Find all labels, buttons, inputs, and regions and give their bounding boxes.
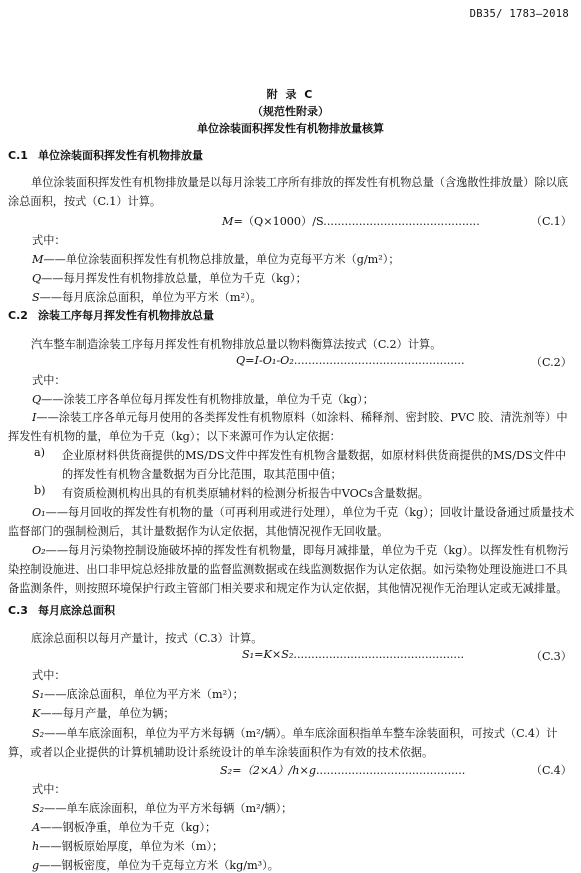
normative-label: （规范性附录） bbox=[252, 105, 329, 118]
list-item-b-marker: b) bbox=[34, 484, 46, 497]
definition-o2: O₂——每月污染物控制设施破坏掉的挥发性有机物量，即每月减排量，单位为千克（kg）。以挥发性有机物污染控制设施进、出口非甲烷总烃排放量的监督监测数据或在线监测数据作为认定依据。如污染物处理设施进口不具备监测条件，则按照环境保护行政主管部门相关要求和规定作为认定依据，其他情况视作无治理认定或无减排量。 bbox=[8, 544, 569, 595]
where-label: 式中： bbox=[32, 374, 66, 387]
list-item-a: 企业原材料供货商提供的MS/DS文件中挥发性有机物含量数据，如原材料供货商提供的MS/DS文件中的挥发性有机物含量数据为百分比范围，取其范围中值； bbox=[62, 449, 567, 481]
equation-c2: Q=I-O₁-O₂................................................ （C.2） bbox=[236, 354, 572, 369]
definition-i: I——涂装工序各单元每月使用的各类挥发性有机物原料（如涂料、稀释剂、密封胶、PVC 胶、清洗剂等）中挥发性有机物的量，单位为千克（kg）；以下来源可作为认定依据： bbox=[8, 411, 568, 443]
section-c3-heading bbox=[8, 602, 115, 618]
equation-number: （C.2） bbox=[530, 356, 572, 369]
where-label: 式中： bbox=[32, 669, 66, 682]
equation-c4: S₂=（2×A）/h×g.......................................... （C.4） bbox=[220, 764, 572, 777]
definition-a: A——钢板净重，单位为千克（kg）； bbox=[32, 821, 217, 834]
definition-s: S——每月底涂总面积，单位为平方米（m²）。 bbox=[32, 291, 262, 304]
definition-k: K——每月产量，单位为辆； bbox=[32, 707, 175, 720]
equation-number: （C.1） bbox=[530, 215, 572, 228]
c2-intro: 汽车整车制造涂装工序每月挥发性有机物排放总量以物料衡算法按式（C.2）计算。 bbox=[31, 338, 442, 351]
definition-s2-short: S₂——单车底涂面积，单位为平方米每辆（m²/辆）； bbox=[32, 802, 293, 815]
definition-s1: S₁——底涂总面积，单位为平方米（m²）； bbox=[32, 688, 244, 701]
definition-h: h——钢板原始厚度，单位为米（m）； bbox=[32, 840, 224, 853]
section-title: 涂装工序每月挥发性有机物排放总量 bbox=[38, 309, 214, 322]
definition-g: g——钢板密度，单位为千克每立方米（kg/m³）。 bbox=[32, 859, 279, 872]
definition-q: Q——每月挥发性有机物排放总量，单位为千克（kg）； bbox=[32, 272, 307, 285]
definition-s2: S₂——单车底涂面积，单位为平方米每辆（m²/辆）。单车底涂面积指单车整车涂装面积，可按式（C.4）计算，或者以企业提供的计算机辅助设计系统设计的单车涂装面积作为有效的技术依据。 bbox=[8, 727, 558, 759]
definition-o1: O₁——每月回收的挥发性有机物的量（可再利用或进行处理），单位为千克（kg）；回收计量设备通过质量技术监督部门的强制检测后，其计量数据作为认定依据，其他情况视作无回收量。 bbox=[8, 506, 575, 538]
section-c2-heading bbox=[8, 307, 214, 323]
section-number: C.1 bbox=[8, 149, 28, 162]
appendix-label: 附 录 C bbox=[266, 88, 315, 101]
section-title: 单位涂装面积挥发性有机物排放量 bbox=[38, 149, 203, 162]
section-number: C.3 bbox=[8, 604, 28, 617]
equation-c1: M=（Q×1000）/S............................................ （C.1） bbox=[222, 215, 572, 228]
c3-intro: 底涂总面积以每月产量计，按式（C.3）计算。 bbox=[31, 632, 263, 645]
definition-m: M——单位涂装面积挥发性有机物总排放量，单位为克每平方米（g/m²）； bbox=[32, 253, 400, 266]
where-label: 式中： bbox=[32, 234, 66, 247]
document-code: DB35/ 1783—2018 bbox=[469, 8, 569, 20]
list-item-a-marker: a) bbox=[34, 446, 46, 459]
appendix-title: 单位涂装面积挥发性有机物排放量核算 bbox=[197, 122, 384, 135]
section-c1-heading bbox=[8, 147, 203, 163]
equation-number: （C.3） bbox=[530, 650, 572, 663]
list-item-b: 有资质检测机构出具的有机类原辅材料的检测分析报告中VOCs含量数据。 bbox=[62, 487, 429, 500]
equation-number: （C.4） bbox=[530, 764, 572, 777]
definition-q: Q——涂装工序各单位每月挥发性有机物排放量，单位为千克（kg）； bbox=[32, 393, 374, 406]
section-title: 每月底涂总面积 bbox=[38, 604, 115, 617]
c1-intro: 单位涂装面积挥发性有机物排放量是以每月涂装工序所有排放的挥发性有机物总量（含逸散性排放量）除以底涂总面积，按式（C.1）计算。 bbox=[8, 176, 569, 208]
equation-c3: S₁=K×S₂................................................ （C.3） bbox=[242, 648, 572, 663]
section-number: C.2 bbox=[8, 309, 28, 322]
where-label: 式中： bbox=[32, 783, 66, 796]
